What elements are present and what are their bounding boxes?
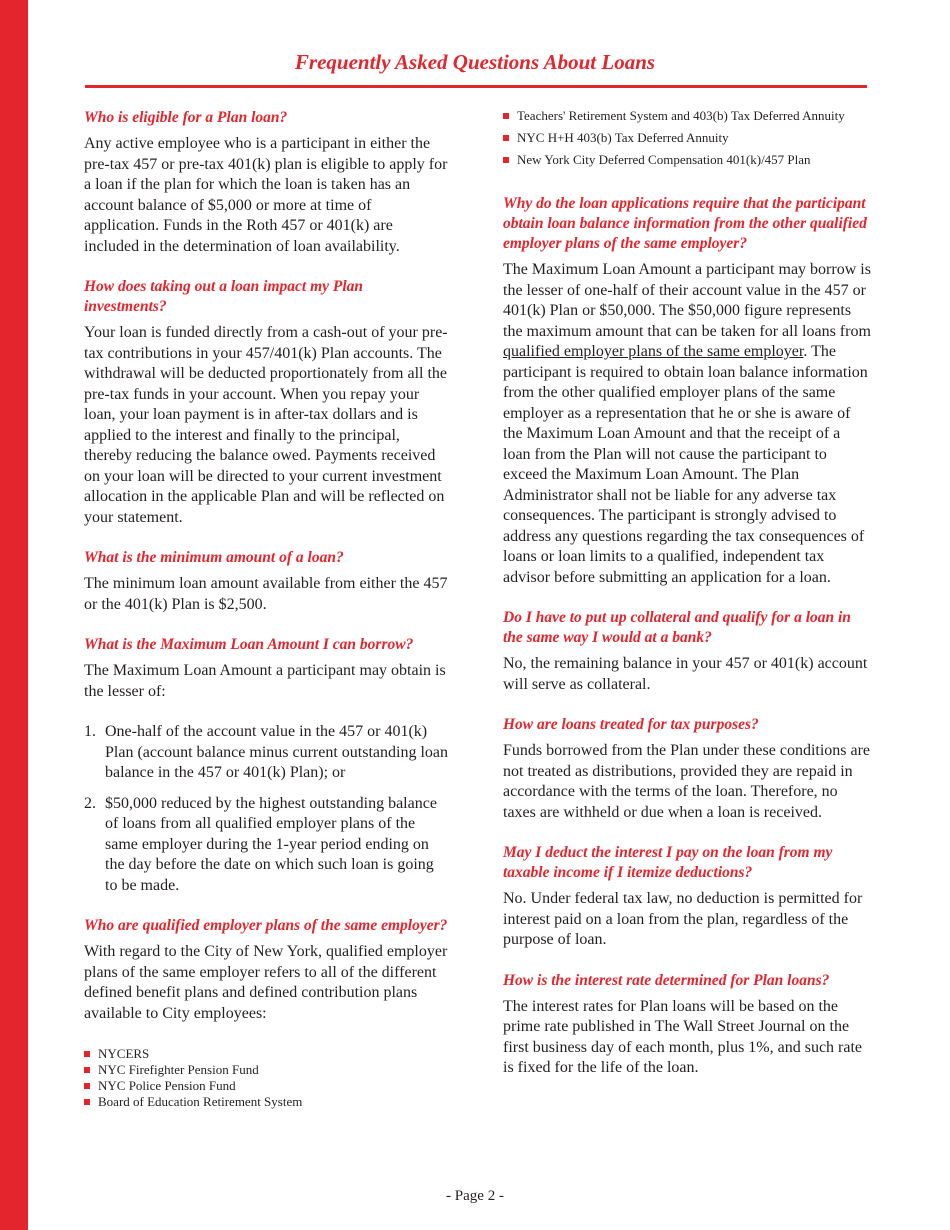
plan-name: NYC Police Pension Fund: [98, 1078, 236, 1093]
list-item: [84, 1078, 449, 1094]
question-qualified: Who are qualified employer plans of the same employer?: [84, 917, 448, 934]
square-bullet-icon: [84, 1051, 90, 1057]
faq-deduct: [503, 843, 871, 951]
plan-name: NYC Firefighter Pension Fund: [98, 1062, 259, 1077]
answer-why: [503, 260, 871, 588]
faq-maximum: [84, 635, 449, 896]
maximum-list: [84, 722, 449, 896]
square-bullet-icon: [84, 1099, 90, 1105]
question-collateral: Do I have to put up collateral and qualify for a loan in the same way I would at a bank?: [503, 609, 851, 646]
question-maximum: What is the Maximum Loan Amount I can borrow?: [84, 636, 414, 653]
list-item: [503, 108, 871, 124]
answer-maximum: The Maximum Loan Amount a participant may obtain is the lesser of:: [84, 662, 446, 700]
list-text: $50,000 reduced by the highest outstanding balance of loans from all qualified employer plans of the same employer during the 1-year period ending on the day before the date on which such loan is going to be made.: [105, 794, 437, 894]
faq-minimum: [84, 548, 449, 615]
plan-name: NYC H+H 403(b) Tax Deferred Annuity: [517, 130, 729, 145]
plans-list-continued: [503, 108, 871, 168]
plan-name: New York City Deferred Compensation 401(k)/457 Plan: [517, 152, 811, 167]
question-why: Why do the loan applications require that the participant obtain loan balance information from the other qualified employer plans of the same employer?: [503, 195, 867, 252]
page-title: Frequently Asked Questions About Loans: [294, 50, 656, 74]
question-eligible: Who is eligible for a Plan loan?: [84, 109, 288, 126]
faq-tax: [503, 715, 871, 823]
answer-impact: Your loan is funded directly from a cash-out of your pre-tax contributions in your 457/401(k) Plan accounts. The withdrawal will be deducted proportionately from all the pre-tax funds in your account. When you repay your loan, your loan payment is in after-tax dollars and is applied to the interest and finally to the principal, thereby reducing the balance owed. Payments received on your loan will be directed to your current investment allocation in the applicable Plan and will be reflected on your statement.: [84, 324, 448, 526]
square-bullet-icon: [84, 1067, 90, 1073]
square-bullet-icon: [503, 135, 509, 141]
faq-why: [503, 194, 871, 588]
answer-rate: The interest rates for Plan loans will be based on the prime rate published in The Wall Street Journal on the first business day of each month, plus 1%, and such rate is fixed for the life of the loan.: [503, 997, 863, 1076]
question-impact: How does taking out a loan impact my Plan investments?: [84, 278, 364, 315]
left-column: [84, 108, 449, 1130]
square-bullet-icon: [503, 157, 509, 163]
answer-deduct: No. Under federal tax law, no deduction is permitted for interest paid on a loan from the plan, regardless of the purpose of loan.: [503, 890, 863, 948]
faq-collateral: [503, 608, 871, 695]
question-minimum: What is the minimum amount of a loan?: [84, 549, 344, 566]
list-item: [84, 1062, 449, 1078]
question-rate: How is the interest rate determined for Plan loans?: [503, 971, 830, 989]
faq-eligible: [84, 108, 449, 257]
answer-tax: Funds borrowed from the Plan under these conditions are not treated as distributions, provided they are repaid in accordance with the terms of the loan. Therefore, no taxes are withheld or due when a loan is received.: [503, 742, 871, 821]
answer-qualified: With regard to the City of New York, qualified employer plans of the same employer refers to all of the different defined benefit plans and defined contribution plans available to City employees:: [84, 943, 448, 1022]
list-item: [503, 130, 871, 146]
answer-collateral: No, the remaining balance in your 457 or 401(k) account will serve as collateral.: [503, 655, 868, 693]
answer-eligible: Any active employee who is a participant in either the pre-tax 457 or pre-tax 401(k) plan is eligible to apply for a loan if the plan for which the loan is taken has an account balance of $5,000 or more at time of application. Funds in the Roth 457 or 401(k) are included in the determination of loan availability.: [84, 135, 448, 255]
list-item: [84, 1046, 449, 1062]
plans-list: [84, 1046, 449, 1110]
plan-name: Board of Education Retirement System: [98, 1094, 303, 1109]
answer-why-pre: The Maximum Loan Amount a participant may borrow is the lesser of one-half of their account value in the 457 or 401(k) Plan or $50,000. The $50,000 figure represents the maximum amount that can be taken for all loans from: [503, 261, 871, 340]
list-text: One-half of the account value in the 457 or 401(k) Plan (account balance minus current outstanding loan balance in the 457 or 401(k) Plan); or: [105, 723, 449, 781]
list-item: [84, 1094, 449, 1110]
plan-name: NYCERS: [98, 1046, 150, 1061]
list-number: 1.: [84, 723, 96, 740]
list-item: [84, 722, 449, 784]
list-item: [84, 794, 449, 897]
underlined-term: qualified employer plans of the same employer: [503, 343, 804, 360]
question-tax: How are loans treated for tax purposes?: [503, 716, 759, 733]
right-column: [503, 108, 871, 1099]
plan-name: Teachers' Retirement System and 403(b) Tax Deferred Annuity: [517, 108, 845, 123]
square-bullet-icon: [503, 113, 509, 119]
faq-impact: [84, 277, 449, 528]
square-bullet-icon: [84, 1083, 90, 1089]
list-number: 2.: [84, 794, 96, 812]
title-rule: [85, 85, 867, 88]
answer-minimum: The minimum loan amount available from either the 457 or the 401(k) Plan is $2,500.: [84, 575, 448, 613]
list-item: [503, 152, 871, 168]
page-number: - Page 2 -: [446, 1188, 504, 1204]
faq-qualified: [84, 916, 449, 1110]
left-accent-bar: [0, 0, 28, 1230]
faq-rate: [503, 971, 871, 1079]
question-deduct: May I deduct the interest I pay on the loan from my taxable income if I itemize deductions?: [503, 844, 833, 881]
answer-why-post: . The participant is required to obtain loan balance information from the other qualified employer plans of the same employer as a representation that he or she is aware of the Maximum Loan Amount and that the receipt of a loan from the Plan will not cause the participant to exceed the Maximum Loan Amount. The Plan Administrator shall not be liable for any adverse tax consequences. The participant is strongly advised to address any questions regarding the tax consequences of loans or loan limits to a qualified, independent tax advisor before submitting an application for a loan.: [503, 343, 868, 586]
